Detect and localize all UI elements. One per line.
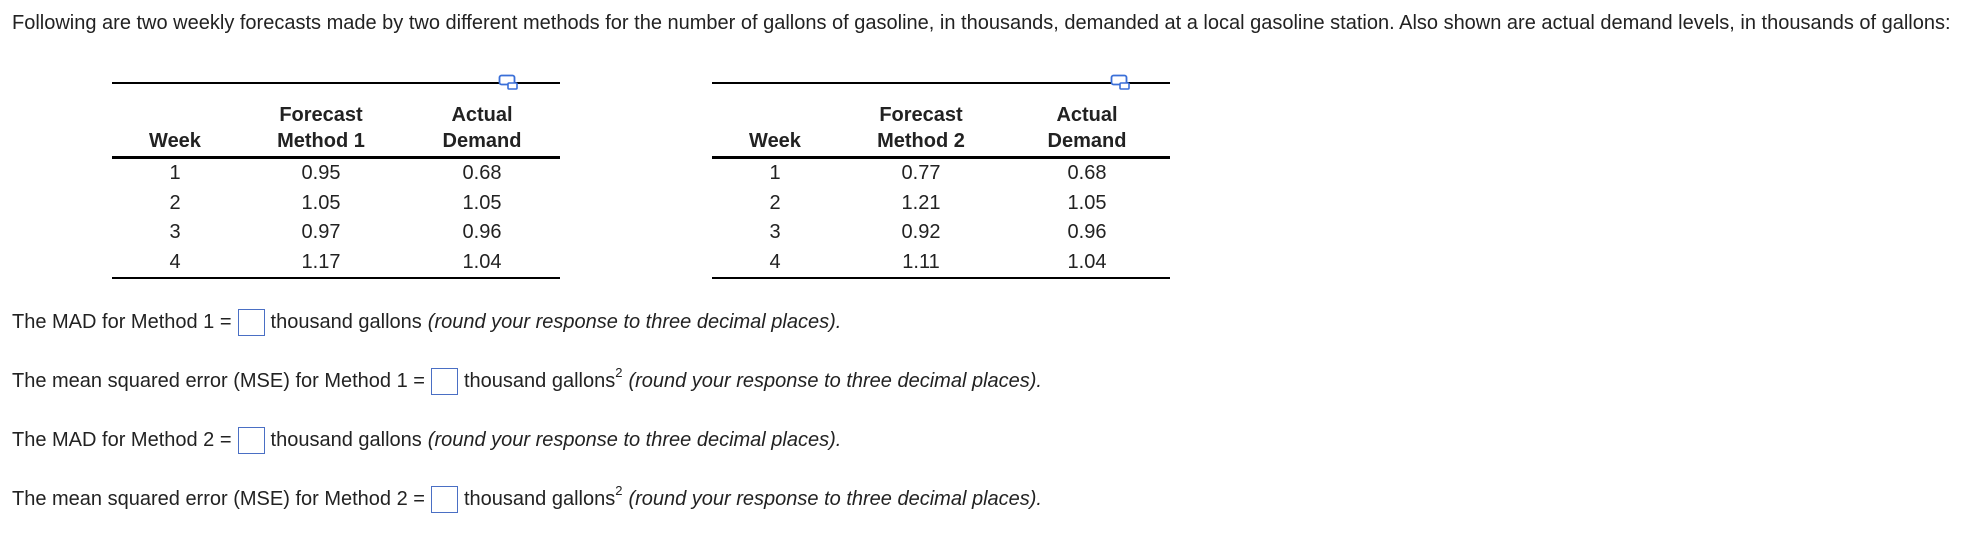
actual-demand-header: Actual Demand (404, 83, 560, 158)
question-mse-method-2 (12, 483, 1042, 515)
table-row (712, 158, 1170, 189)
forecast-cell: 0.92 (901, 221, 941, 243)
actual-cell: 1.05 (1067, 191, 1107, 214)
forecast-cell: 1.05 (301, 191, 341, 214)
question-mad-method-1 (12, 306, 841, 338)
week-cell: 2 (169, 191, 181, 214)
actual-cell: 0.96 (1067, 221, 1107, 243)
question-prefix: The mean squared error (MSE) for Method 1 = (12, 369, 425, 392)
problem-intro: Following are two weekly forecasts made by two different methods for the number of gallons of gasoline, in thousands, demanded at a local gasoline station. Also shown are actual demand levels, in thousands of gallons: (12, 12, 1951, 34)
forecast-header: Forecast Method 2 (838, 83, 1004, 158)
actual-cell: 1.05 (462, 191, 502, 214)
answer-input-mad-method-1[interactable] (238, 309, 265, 336)
forecast-cell: 1.11 (902, 250, 940, 273)
rounding-note: (round your response to three decimal places). (427, 310, 842, 333)
forecast-cell: 1.21 (901, 191, 941, 214)
week-cell: 1 (169, 162, 181, 184)
actual-demand-header: Actual Demand (1004, 83, 1170, 158)
week-cell: 4 (769, 250, 781, 273)
question-prefix: The MAD for Method 2 = (12, 428, 232, 451)
forecast-table-method-1-container (112, 82, 560, 279)
answer-input-mad-method-2[interactable] (238, 427, 265, 454)
unit-label: thousand gallons (270, 428, 422, 451)
rounding-note: (round your response to three decimal places). (628, 369, 1042, 392)
week-cell: 3 (169, 221, 181, 243)
table-row (712, 218, 1170, 248)
week-header: Week (112, 83, 238, 158)
question-prefix: The MAD for Method 1 = (12, 310, 232, 333)
forecast-cell: 0.77 (901, 162, 941, 184)
week-header: Week (712, 83, 838, 158)
table-row (712, 248, 1170, 279)
forecast-cell: 0.95 (301, 162, 341, 184)
forecast-header: Forecast Method 1 (238, 83, 404, 158)
rounding-note: (round your response to three decimal places). (427, 428, 842, 451)
forecast-table-method-2 (712, 82, 1170, 279)
week-cell: 2 (769, 191, 781, 214)
forecast-cell: 1.17 (301, 250, 341, 273)
table-row (112, 158, 560, 189)
question-mse-method-1 (12, 365, 1042, 397)
forecast-table-method-2-container (712, 82, 1170, 279)
actual-cell: 1.04 (1067, 250, 1107, 273)
actual-cell: 0.68 (462, 162, 502, 184)
actual-cell: 1.04 (462, 250, 502, 273)
forecast-table-method-1 (112, 82, 560, 279)
table-row (112, 218, 560, 248)
question-prefix: The mean squared error (MSE) for Method 2 = (12, 487, 425, 510)
copy-icon[interactable] (498, 74, 520, 92)
week-cell: 3 (769, 221, 781, 243)
unit-label: thousand gallons$^2$ (463, 364, 623, 392)
unit-label: thousand gallons$^2$ (463, 482, 623, 510)
week-cell: 1 (769, 162, 781, 184)
actual-cell: 0.68 (1067, 162, 1107, 184)
rounding-note: (round your response to three decimal places). (628, 487, 1042, 510)
answer-input-mse-method-2[interactable] (431, 486, 458, 513)
copy-icon[interactable] (1110, 74, 1132, 92)
forecast-cell: 0.97 (301, 221, 341, 243)
week-cell: 4 (169, 250, 181, 273)
table-row (712, 189, 1170, 219)
unit-label: thousand gallons (270, 310, 422, 333)
question-mad-method-2 (12, 424, 841, 456)
table-row (112, 189, 560, 219)
answer-input-mse-method-1[interactable] (431, 368, 458, 395)
actual-cell: 0.96 (462, 221, 502, 243)
table-row (112, 248, 560, 279)
